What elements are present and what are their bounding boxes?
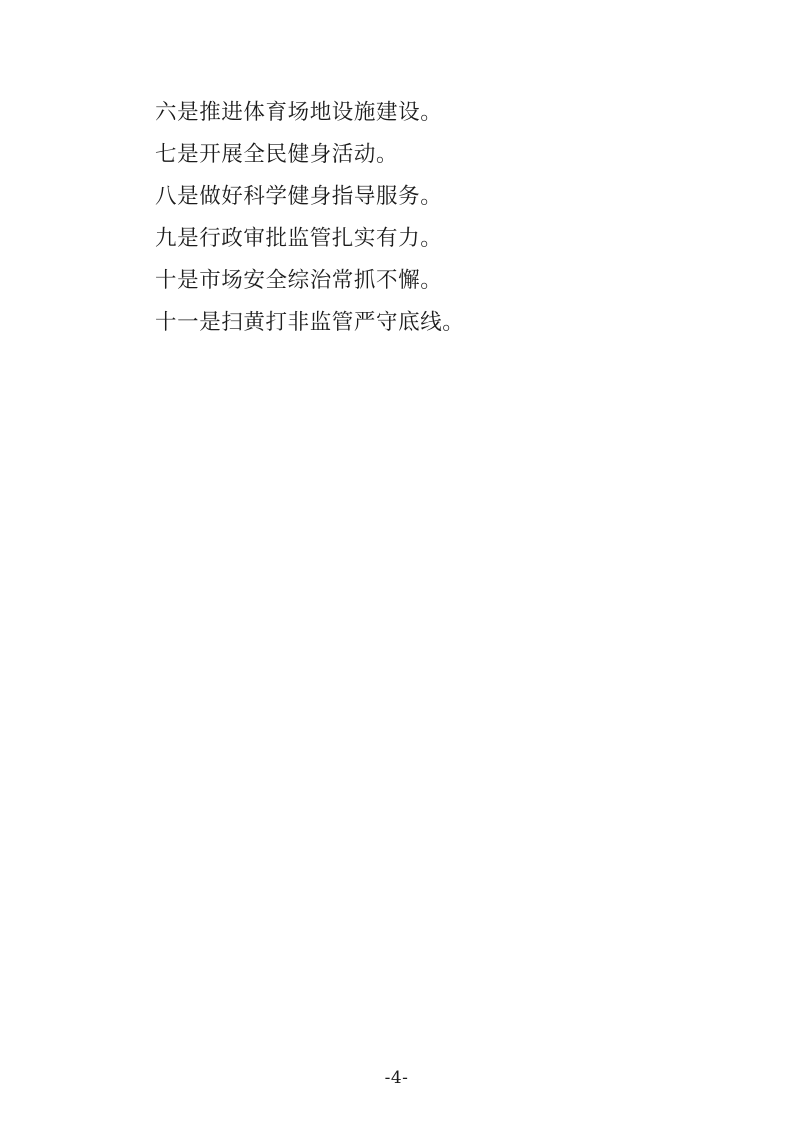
paragraph: 九是行政审批监管扎实有力。 (155, 226, 443, 251)
paragraph: 八是做好科学健身指导服务。 (155, 184, 443, 209)
document-body (155, 92, 645, 344)
paragraph: 七是开展全民健身活动。 (155, 142, 399, 167)
paragraph: 十一是扫黄打非监管严守底线。 (155, 310, 465, 335)
paragraph: 六是推进体育场地设施建设。 (155, 100, 443, 125)
page-number: -4- (384, 1068, 409, 1088)
paragraph: 十是市场安全综治常抓不懈。 (155, 268, 443, 293)
